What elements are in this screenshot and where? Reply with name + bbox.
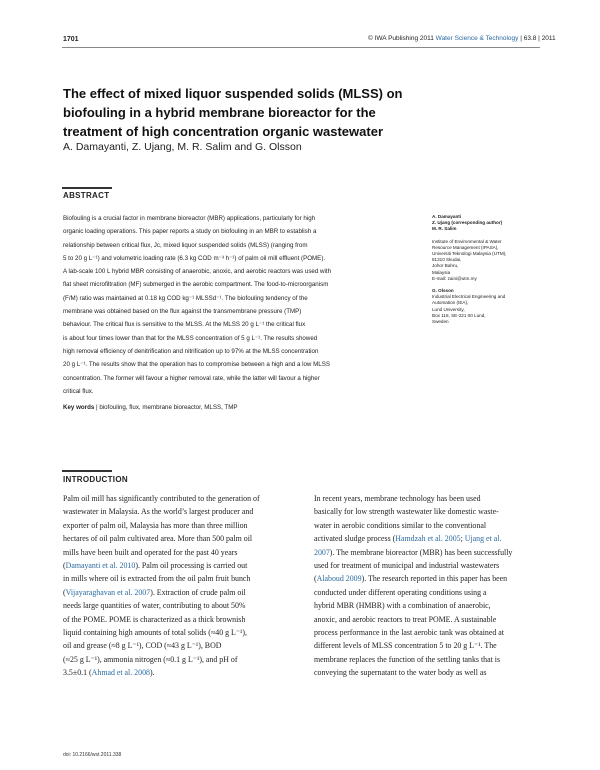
body-line: [314, 639, 546, 652]
title-line: biofouling in a hybrid membrane bioreactor for the: [63, 105, 376, 120]
journal-name: Water Science & Technology: [435, 35, 519, 42]
affiliation-line: Sweden: [432, 319, 449, 325]
body-text: needs large quantities of water, contributing to about 50%: [63, 601, 246, 611]
body-line: [63, 505, 295, 518]
doi: doi: 10.2166/wst.2011.338: [63, 752, 122, 758]
affiliation-line: G. Olsson: [432, 288, 454, 294]
body-line: [63, 666, 295, 679]
body-text: ). The research reported in this paper has been: [361, 574, 508, 584]
abstract-line: concentration. The former will favour a higher removal rate, while the latter will favour a higher: [63, 374, 320, 382]
abstract-line: membrane was obtained based on the flux against the transmembrane pressure (TMP): [63, 308, 302, 316]
publisher-note: © IWA Publishing 2011: [368, 35, 434, 42]
body-text: basically for low strength wastewater like domestic waste-: [314, 507, 499, 517]
affiliation-line: Johor Bahru,: [432, 263, 459, 269]
body-line: [63, 532, 295, 545]
intro-heading: INTRODUCTION: [63, 475, 128, 484]
affiliation-line: M. R. Salim: [432, 226, 457, 232]
abstract-line: high removal efficiency of denitrification and nitrification up to 97% at the MLSS concentration: [63, 347, 319, 355]
body-text: (: [63, 587, 66, 597]
title-line: The effect of mixed liquor suspended solids (MLSS) on: [63, 86, 403, 101]
body-line: [314, 626, 546, 639]
body-line: [63, 546, 295, 559]
volume: | 63.8 |: [520, 35, 540, 42]
body-text: oil and grease (≈8 g L⁻¹), COD (≈43 g L⁻¹), BOD: [63, 641, 222, 651]
body-line: [63, 586, 295, 599]
right-column: [314, 492, 546, 680]
body-line: [314, 559, 546, 572]
body-text: ). Palm oil processing is carried out: [135, 561, 248, 571]
abstract-body: [63, 212, 408, 398]
abstract-line: is about four times lower than that for the MLSS concentration of 5 g L⁻¹. The results showed: [63, 334, 318, 342]
affiliation-line: Institute of Environmental & Water: [432, 238, 502, 244]
body-line: [63, 519, 295, 532]
page-number: 1701: [63, 36, 79, 43]
body-text: of the POME. POME is characterized as a thick brownish: [63, 614, 246, 624]
body-text: (: [314, 574, 317, 584]
body-text: In recent years, membrane technology has been used: [314, 494, 481, 503]
abstract-line: critical flux.: [63, 387, 94, 395]
citation-link[interactable]: Alaboud 2009: [316, 574, 362, 584]
body-text: ).: [149, 668, 155, 678]
year: 2011: [541, 35, 556, 42]
affiliations: [432, 214, 542, 331]
body-text: anoxic, and aerobic reactors to treat POME. A sustainable: [314, 614, 497, 624]
intro-rule: [62, 470, 112, 472]
affiliation-block: [432, 288, 542, 325]
body-line: [63, 492, 295, 505]
body-line: [314, 586, 546, 599]
body-line: [314, 519, 546, 532]
body-text: water in aerobic conditions similar to the conventional: [314, 520, 487, 530]
body-line: [314, 505, 546, 518]
body-text: (: [63, 561, 66, 571]
article-title: [63, 84, 463, 141]
body-text: ). The membrane bioreactor (MBR) has been successfully: [329, 547, 513, 557]
citation-link[interactable]: 2007: [314, 547, 330, 557]
abstract-line: (F/M) ratio was maintained at 0.18 kg COD kg⁻¹ MLSSd⁻¹. The biofouling tendency of the: [63, 294, 308, 302]
affiliation-line: Lund University,: [432, 306, 465, 312]
abstract-heading: ABSTRACT: [63, 191, 110, 200]
citation-link[interactable]: Ahmad et al. 2008: [91, 668, 150, 678]
abstract-line: A lab-scale 100 L hybrid MBR consisting of anaerobic, anoxic, and aerobic reactors was used with: [63, 268, 332, 276]
abstract-line: relationship between critical flux, Jc, mixed liquor suspended solids (MLSS) (ranging from: [63, 241, 308, 249]
abstract-line: 20 g L⁻¹. The results show that the operation has to compromise between a high and a low MLSS: [63, 361, 330, 369]
body-line: [63, 572, 295, 585]
affiliation-line: Universiti Teknologi Malaysia (UTM),: [432, 251, 507, 257]
citation-link[interactable]: Damayanti et al. 2010: [65, 561, 136, 571]
body-line: [314, 653, 546, 666]
affiliation-line: 81310 Skudai,: [432, 257, 462, 263]
body-line: [314, 546, 546, 559]
body-text: hectares of oil palm cultivated area. More than 500 palm oil: [63, 534, 253, 544]
keywords: [63, 404, 238, 411]
citation-link[interactable]: Vijayaraghavan et al. 2007: [65, 587, 151, 597]
body-line: [63, 599, 295, 612]
body-text: conducted under different operating conditions using a: [314, 587, 487, 597]
affiliation-line: Industrial Electrical Engineering and: [432, 294, 506, 300]
affiliation-block: [432, 214, 542, 233]
abstract-rule: [62, 187, 112, 189]
abstract-line: 5 to 20 g L⁻¹) and volumetric loading rate (6.3 kg COD m⁻³ h⁻¹) of palm oil mill effluent (POME).: [63, 254, 326, 262]
body-line: [63, 639, 295, 652]
title-line: treatment of high concentration organic wastewater: [63, 124, 383, 139]
body-text: Palm oil mill has significantly contributed to the generation of: [63, 494, 260, 503]
citation-link[interactable]: Ujang et al.: [464, 534, 502, 544]
keywords-text: | biofouling, flux, membrane bioreactor, MLSS, TMP: [96, 404, 238, 411]
abstract-line: Biofouling is a crucial factor in membrane bioreactor (MBR) applications, particularly for high: [63, 215, 316, 222]
header-rule: [62, 47, 540, 48]
body-text: mills have been built and operated for the past 40 years: [63, 547, 238, 557]
body-text: (≈25 g L⁻¹), ammonia nitrogen (≈0.1 g L⁻¹), and pH of: [63, 654, 238, 664]
body-line: [314, 532, 546, 545]
left-column: [63, 492, 295, 680]
body-text: hybrid MBR (HMBR) with a combination of anaerobic,: [314, 601, 491, 611]
body-text: activated sludge process (: [314, 534, 396, 544]
body-line: [314, 666, 546, 679]
body-text: process performance in the last aerobic tank was obtained at: [314, 628, 504, 638]
affiliation-line: Automation (IEA),: [432, 300, 469, 306]
body-line: [63, 613, 295, 626]
abstract-line: behaviour. The critical flux is sensitive to the MLSS. At the MLSS 20 g L⁻¹ the critical flux: [63, 321, 306, 329]
body-line: [314, 613, 546, 626]
abstract-line: flat sheet microfiltration (MF) submerged in the aerobic compartment. The food-to-microorganism: [63, 281, 329, 289]
affiliation-line: E-mail: zaini@utm.my: [432, 275, 477, 281]
body-text: ;: [460, 534, 465, 544]
body-text: conveying the supernatant to the water body as well as: [314, 668, 487, 678]
body-text: ). Extraction of crude palm oil: [150, 587, 246, 597]
body-text: exporter of palm oil, Malaysia has more than three million: [63, 520, 248, 530]
affiliation-line: Box 118, SE-221 00 Lund,: [432, 312, 486, 318]
authors: A. Damayanti, Z. Ujang, M. R. Salim and G. Olsson: [63, 141, 302, 153]
body-line: [314, 572, 546, 585]
body-line: [63, 653, 295, 666]
affiliation-line: A. Damayanti: [432, 214, 462, 219]
body-text: different levels of MLSS concentration 5 to 20 g L⁻¹. The: [314, 641, 497, 651]
affiliation-line: Z. Ujang (corresponding author): [432, 220, 503, 226]
body-text: used for treatment of municipal and industrial wastewaters: [314, 561, 500, 571]
journal-header: [368, 35, 556, 42]
body-text: 3.5±0.1 (: [63, 668, 92, 678]
body-line: [314, 599, 546, 612]
affiliation-block: [432, 239, 542, 282]
body-text: wastewater in Malaysia. As the world’s largest producer and: [63, 507, 254, 517]
body-line: [63, 626, 295, 639]
affiliation-line: Resource Management (IPASA),: [432, 244, 499, 250]
body-text: membrane replaces the function of the settling tanks that is: [314, 654, 501, 664]
body-text: liquid containing high amounts of total solids (≈40 g L⁻¹),: [63, 628, 248, 638]
body-line: [314, 492, 546, 505]
keywords-label: Key words: [63, 404, 95, 411]
body-line: [63, 559, 295, 572]
body-text: in mills where oil is extracted from the oil palm fruit bunch: [63, 574, 251, 584]
affiliation-line: Malaysia: [432, 269, 451, 275]
abstract-line: organic loading operations. This paper reports a study on biofouling in an MBR to establish a: [63, 228, 317, 236]
citation-link[interactable]: Hamdzah et al. 2005: [395, 534, 461, 544]
